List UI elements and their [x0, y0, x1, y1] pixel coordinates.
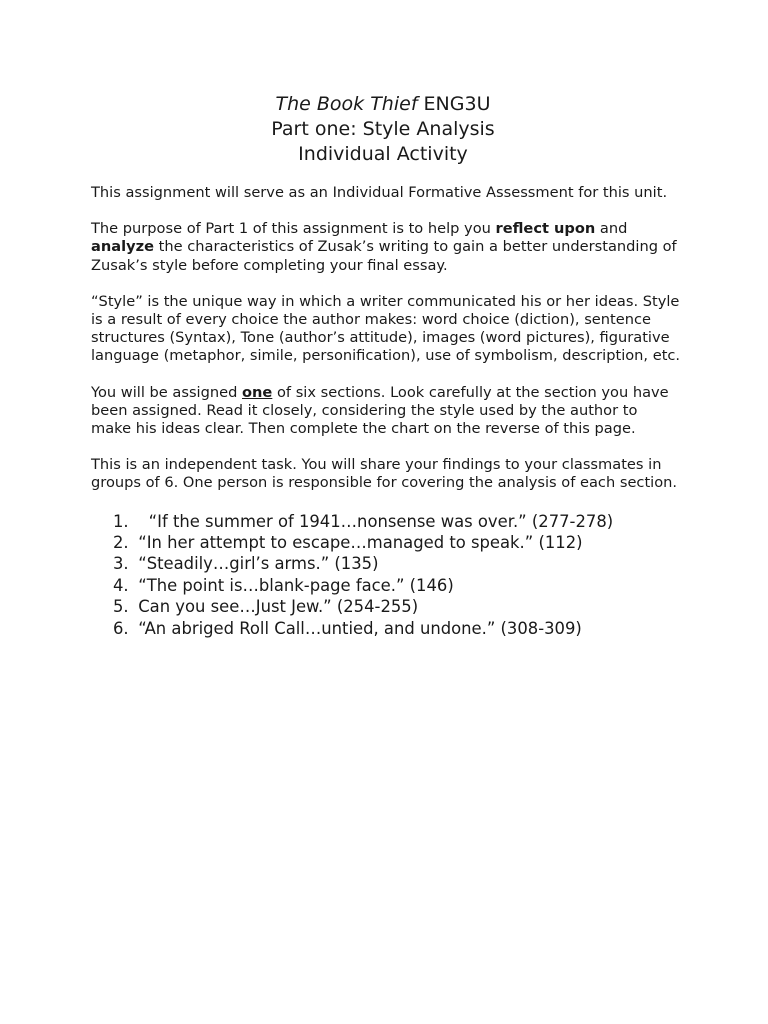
section-quote: “The point is…blank-page face.” (146) — [138, 575, 454, 595]
list-item — [113, 553, 768, 574]
list-item — [113, 596, 768, 617]
section-number: 5. — [113, 597, 129, 617]
task-paragraph: This is an independent task. You will share your findings to your classmates in groups of 6. One person is responsible for covering the analysis of each section. — [91, 456, 678, 492]
document-title — [91, 92, 675, 117]
section-number: 2. — [113, 533, 129, 553]
section-quote: “Steadily…girl’s arms.” (135) — [138, 554, 379, 574]
document-subtitle: Part one: Style Analysis — [271, 118, 495, 140]
title-block — [91, 92, 675, 167]
section-number: 4. — [113, 575, 129, 595]
assignment-paragraph — [91, 384, 681, 439]
purpose-paragraph — [91, 220, 681, 275]
assignment-text-end: of six sections. Look carefully at the section you have been assigned. Read it closely, considering the style used by the author to make his ideas clear. Then complete the chart on the reverse of this page. — [91, 383, 669, 438]
course-code: ENG3U — [417, 93, 491, 115]
section-quote: “If the summer of 1941…nonsense was over.” (277-278) — [138, 511, 614, 531]
purpose-emphasis-analyze: analyze — [91, 238, 154, 256]
list-item — [113, 618, 768, 639]
list-item — [113, 511, 768, 532]
section-quote: “An abriged Roll Call…untied, and undone.” (308-309) — [138, 618, 582, 638]
section-quote: “In her attempt to escape…managed to speak.” (112) — [138, 533, 583, 553]
activity-label: Individual Activity — [298, 143, 468, 165]
purpose-text-mid: and — [595, 220, 628, 238]
sections-list — [91, 511, 768, 639]
list-item — [113, 532, 768, 553]
assignment-emphasis-one: one — [242, 383, 273, 401]
intro-paragraph: This assignment will serve as an Individual Formative Assessment for this unit. — [91, 184, 668, 201]
purpose-text-end: the characteristics of Zusak’s writing to gain a better understanding of Zusak’s style before completing your final essay. — [91, 238, 677, 274]
purpose-text-start: The purpose of Part 1 of this assignment is to help you — [91, 220, 496, 238]
assignment-text-start: You will be assigned — [91, 383, 243, 401]
book-title: The Book Thief — [275, 93, 418, 115]
section-quote: Can you see…Just Jew.” (254-255) — [138, 597, 419, 617]
purpose-emphasis-reflect: reflect upon — [495, 220, 596, 238]
style-definition-paragraph: “Style” is the unique way in which a writer communicated his or her ideas. Style is a result of every choice the author makes: word choice (diction), sentence structures (Syntax), Tone (author’s attitude), images (word pictures), figurative language (metaphor, simile, personification), use of symbolism, description, etc. — [91, 292, 681, 365]
section-number: 1. — [113, 511, 129, 531]
section-number: 3. — [113, 554, 129, 574]
list-item — [113, 575, 768, 596]
section-number: 6. — [113, 618, 129, 638]
